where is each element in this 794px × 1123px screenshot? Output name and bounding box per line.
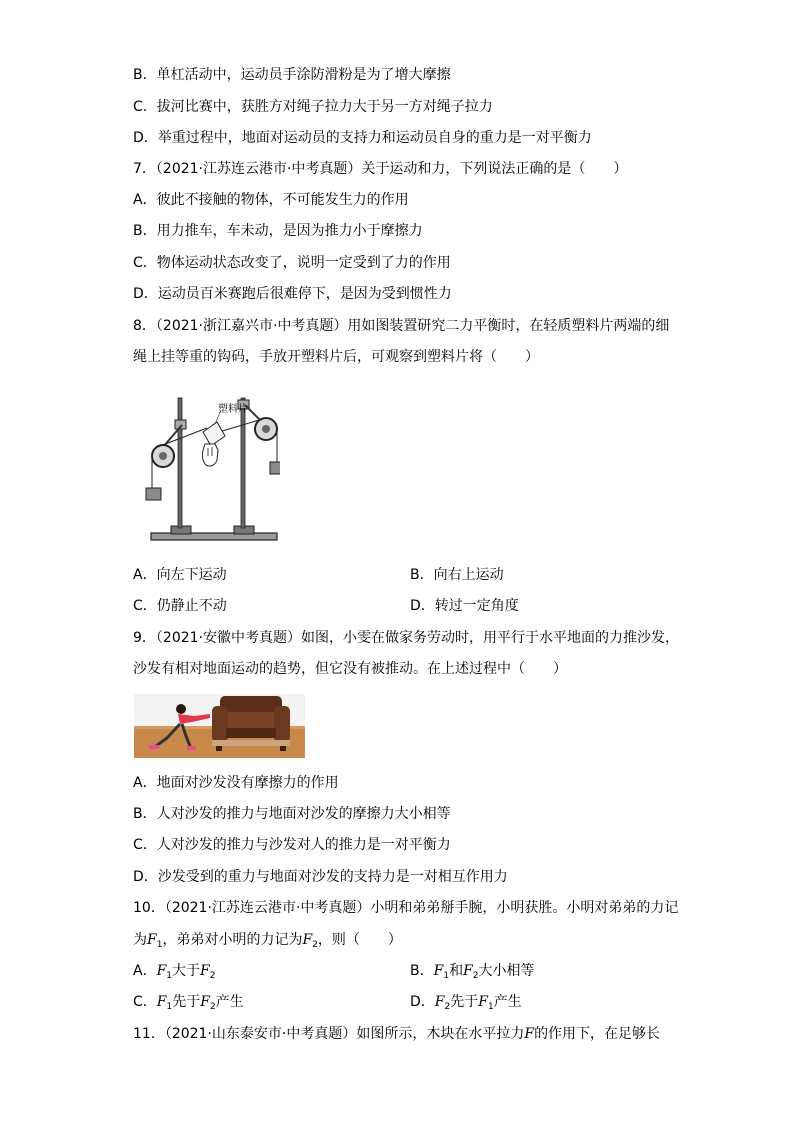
q9-stem-line1: 9．（2021·安徽中考真题）如图，小雯在做家务劳动时，用平行于水平地面的力推沙发， [133,630,679,646]
q8-option-a: A．向左下运动 [133,567,227,583]
q8-option-b: B．向右上运动 [410,567,504,583]
q9-option-a: A．地面对沙发没有摩擦力的作用 [133,775,339,791]
q9-option-c: C．人对沙发的推力与沙发对人的推力是一对平衡力 [133,837,451,853]
q8-option-c: C．仍静止不动 [133,598,227,614]
q10-stem-line2: 为$F_1$，弟弟对小明的力记为$F_2$，则（ ） [133,932,402,950]
q9-stem-line2: 沙发有相对地面运动的趋势，但它没有被推动。在上述过程中（ ） [133,661,567,677]
q7-option-c: C．物体运动状态改变了，说明一定受到了力的作用 [133,255,451,271]
q7-option-a: A．彼此不接触的物体，不可能发生力的作用 [133,192,409,208]
q10-option-b: B．$F_1$和$F_2$大小相等 [410,963,535,981]
plastic-card-label: 塑料片 [218,404,248,415]
q6-option-d: D．举重过程中，地面对运动员的支持力和运动员自身的重力是一对平衡力 [133,130,592,146]
pushing-sofa-photo [134,694,305,758]
q10-stem-line1: 10．（2021·江苏连云港市·中考真题）小明和弟弟掰手腕，小明获胜。小明对弟弟的力记 [133,900,679,916]
q7-option-b: B．用力推车，车未动，是因为推力小于摩擦力 [133,223,423,239]
q10-option-c: C．$F_1$先于$F_2$产生 [133,994,244,1012]
q8-option-d: D．转过一定角度 [410,598,519,614]
q10-option-a: A．$F_1$大于$F_2$ [133,963,216,981]
q9-option-b: B．人对沙发的推力与地面对沙发的摩擦力大小相等 [133,806,451,822]
q6-option-c: C．拔河比赛中，获胜方对绳子拉力大于另一方对绳子拉力 [133,99,493,115]
q9-option-d: D．沙发受到的重力与地面对沙发的支持力是一对相互作用力 [133,869,508,885]
two-force-balance-apparatus-figure [145,392,280,544]
q11-stem: 11．（2021·山东泰安市·中考真题）如图所示，木块在水平拉力F的作用下，在足够长 [133,1026,661,1042]
q7-stem: 7．（2021·江苏连云港市·中考真题）关于运动和力，下列说法正确的是（ ） [133,161,628,177]
q10-option-d: D．$F_2$先于$F_1$产生 [410,994,522,1012]
q8-stem-line2: 绳上挂等重的钩码，手放开塑料片后，可观察到塑料片将（ ） [133,349,539,365]
q8-stem-line1: 8．（2021·浙江嘉兴市·中考真题）用如图装置研究二力平衡时，在轻质塑料片两端的细 [133,318,670,334]
q6-option-b: B．单杠活动中，运动员手涂防滑粉是为了增大摩擦 [133,67,451,83]
q7-option-d: D．运动员百米赛跑后很难停下，是因为受到惯性力 [133,286,452,302]
